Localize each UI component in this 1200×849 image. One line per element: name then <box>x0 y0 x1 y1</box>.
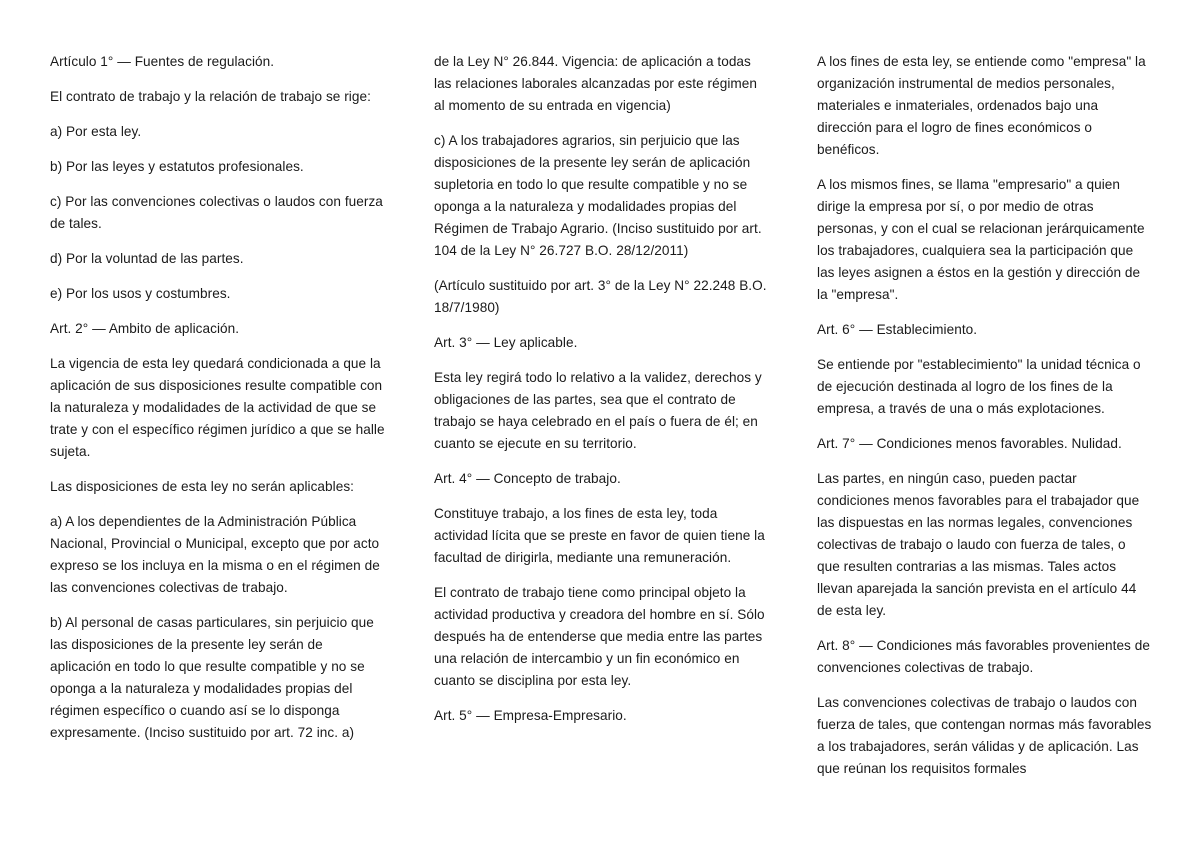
paragraph: Se entiende por "establecimiento" la unidad técnica o de ejecución destinada al logro de los fines de la empresa, a través de una o más explotaciones. <box>817 357 1141 416</box>
paragraph: de la Ley N° 26.844. Vigencia: de aplicación a todas las relaciones laborales alcanzadas por este régimen al momento de su entrada en vigencia) <box>434 54 757 113</box>
article-5-heading: Art. 5° — Empresa-Empresario. <box>434 708 627 723</box>
list-item: d) Por la voluntad de las partes. <box>50 251 244 266</box>
paragraph: A los mismos fines, se llama "empresario" a quien dirige la empresa por sí, o por medio de otras personas, y con el cual se relacionan jerárquicamente los trabajadores, cualquiera sea la participación que las leyes asignen a éstos en la gestión y dirección de la "empresa". <box>817 177 1145 302</box>
paragraph: Las partes, en ningún caso, pueden pactar condiciones menos favorables para el trabajador que las dispuestas en las normas legales, convenciones colectivas de trabajo o laudo con fuerza de tales, o que resulten contrarias a las mismas. Tales actos llevan aparejada la sanción prevista en el artículo 44 de esta ley. <box>817 471 1140 618</box>
list-item: a) A los dependientes de la Administración Pública Nacional, Provincial o Municipal, excepto que por acto expreso se los incluya en la misma o en el régimen de las convenciones colectivas de trabajo. <box>50 514 380 595</box>
text-column-2 <box>434 51 769 740</box>
article-1-heading: Artículo 1° — Fuentes de regulación. <box>50 54 275 69</box>
list-item: b) Al personal de casas particulares, sin perjuicio que las disposiciones de la presente ley serán de aplicación en todo lo que resulte compatible y no se oponga a la naturaleza y modalidades propias del régimen específico o cuando así se lo disponga expresamente. (Inciso sustituido por art. 72 inc. a) <box>50 615 374 740</box>
list-item: c) Por las convenciones colectivas o laudos con fuerza de tales. <box>50 194 383 231</box>
paragraph: Las disposiciones de esta ley no serán aplicables: <box>50 479 355 494</box>
article-8-heading: Art. 8° — Condiciones más favorables provenientes de convenciones colectivas de trabajo. <box>817 638 1150 675</box>
article-3-heading: Art. 3° — Ley aplicable. <box>434 335 578 350</box>
paragraph: El contrato de trabajo y la relación de trabajo se rige: <box>50 89 371 104</box>
list-item: e) Por los usos y costumbres. <box>50 286 231 301</box>
paragraph: (Artículo sustituido por art. 3° de la Ley N° 22.248 B.O. 18/7/1980) <box>434 278 767 315</box>
list-item: a) Por esta ley. <box>50 124 142 139</box>
article-2-heading: Art. 2° — Ambito de aplicación. <box>50 321 240 336</box>
text-column-3 <box>817 51 1152 793</box>
list-item: b) Por las leyes y estatutos profesionales. <box>50 159 304 174</box>
paragraph: El contrato de trabajo tiene como principal objeto la actividad productiva y creadora del hombre en sí. Sólo después ha de entenderse que media entre las partes una relación de intercambio y un fin económico en cuanto se disciplina por esta ley. <box>434 585 765 688</box>
paragraph: La vigencia de esta ley quedará condicionada a que la aplicación de sus disposiciones resulte compatible con la naturaleza y modalidades de la actividad de que se trate y con el específico régimen jurídico a que se halle sujeta. <box>50 356 385 459</box>
text-column-1 <box>50 51 385 757</box>
article-7-heading: Art. 7° — Condiciones menos favorables. Nulidad. <box>817 436 1122 451</box>
paragraph: A los fines de esta ley, se entiende como "empresa" la organización instrumental de medios personales, materiales e inmateriales, ordenados bajo una dirección para el logro de fines económicos o benéficos. <box>817 54 1146 157</box>
article-6-heading: Art. 6° — Establecimiento. <box>817 322 978 337</box>
paragraph: Constituye trabajo, a los fines de esta ley, toda actividad lícita que se preste en favor de quien tiene la facultad de dirigirla, mediante una remuneración. <box>434 506 765 565</box>
paragraph: Las convenciones colectivas de trabajo o laudos con fuerza de tales, que contengan normas más favorables a los trabajadores, serán válidas y de aplicación. Las que reúnan los requisitos formales <box>817 695 1152 776</box>
paragraph: Esta ley regirá todo lo relativo a la validez, derechos y obligaciones de las partes, sea que el contrato de trabajo se haya celebrado en el país o fuera de él; en cuanto se ejecute en su territorio. <box>434 370 762 451</box>
list-item: c) A los trabajadores agrarios, sin perjuicio que las disposiciones de la presente ley serán de aplicación supletoria en todo lo que resulte compatible y no se oponga a la naturaleza y modalidades propias del Régimen de Trabajo Agrario. (Inciso sustituido por art. 104 de la Ley N° 26.727 B.O. 28/12/2011) <box>434 133 762 258</box>
article-4-heading: Art. 4° — Concepto de trabajo. <box>434 471 621 486</box>
